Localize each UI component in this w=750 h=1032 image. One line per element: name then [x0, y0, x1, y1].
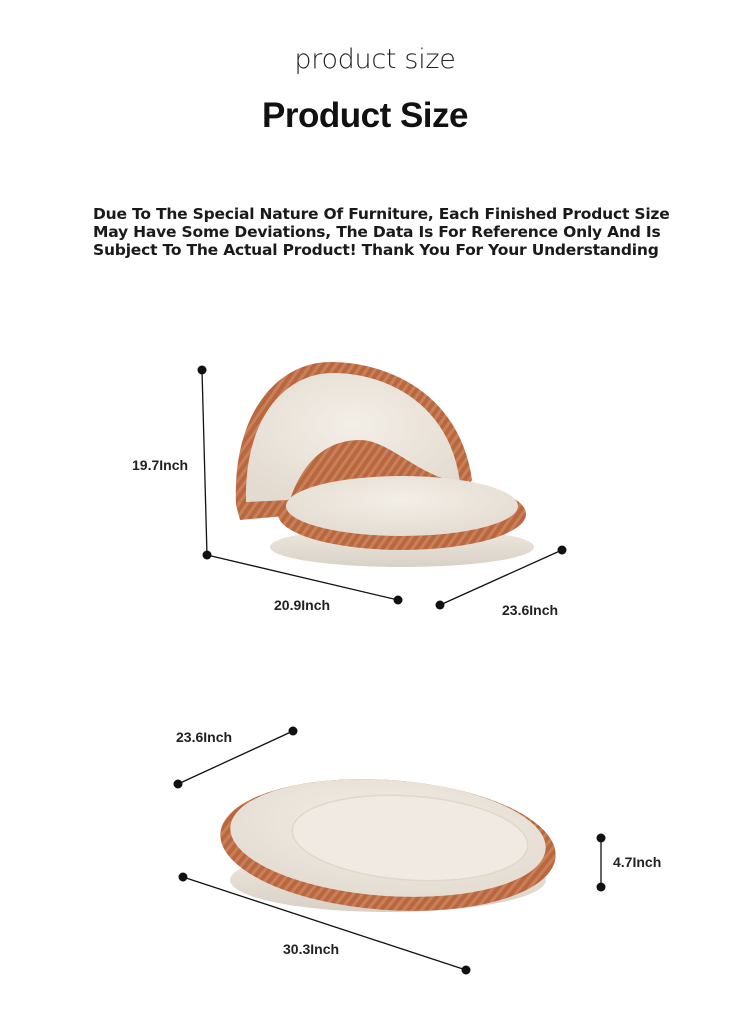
size-deviation-notice: Due To The Special Nature Of Furniture, Each Finished Product Size May Have Some Deviations, The Data Is For Reference Only And Is Subject To The Actual Product! Thank You For Your Understanding: [93, 205, 670, 259]
dimension-endpoint: [462, 966, 471, 975]
flat-length-label: 30.3Inch: [283, 941, 340, 957]
dimension-endpoint: [597, 883, 606, 892]
upright-chair-illustration: [236, 362, 534, 567]
seat-cushion: [286, 476, 518, 536]
upright-width-label: 20.9Inch: [274, 597, 331, 613]
dimension-endpoint: [289, 727, 298, 736]
upright-height-label: 19.7Inch: [132, 457, 189, 473]
flat-depth-label: 23.6Inch: [176, 729, 233, 745]
dimension-endpoint: [597, 834, 606, 843]
upright-depth-label: 23.6Inch: [502, 602, 559, 618]
dimension-endpoint: [436, 601, 445, 610]
dimension-endpoint: [179, 873, 188, 882]
dimension-endpoint: [558, 546, 567, 555]
flat-height-label: 4.7Inch: [613, 854, 662, 870]
dimension-endpoint: [174, 780, 183, 789]
flat-chair-illustration: [216, 768, 560, 921]
dimension-endpoint: [394, 596, 403, 605]
section-subtitle: product size: [294, 44, 456, 75]
section-title: Product Size: [262, 96, 468, 135]
height-dimension-line: [202, 370, 207, 555]
dimension-endpoint: [198, 366, 207, 375]
